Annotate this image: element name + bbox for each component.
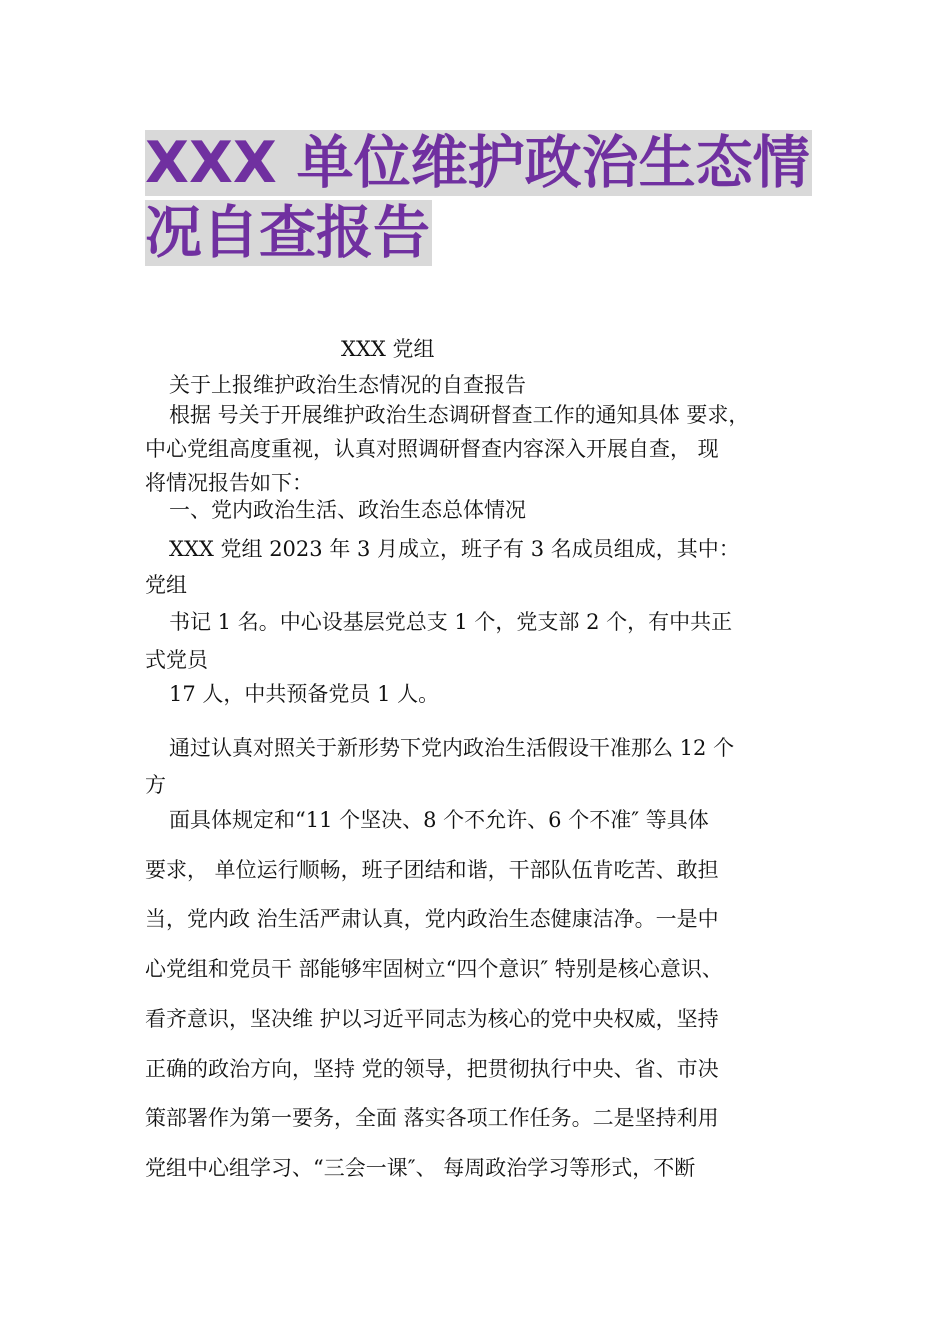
- body-line: 根据 号关于开展维护政治生态调研督查工作的通知具体 要求，: [169, 403, 750, 427]
- body-line: 面具体规定和“11 个坚决、8 个不允许、6 个不准″ 等具体: [169, 808, 709, 832]
- body-line: 正确的政治方向，坚持 党的领导，把贯彻执行中央、省、市决: [145, 1057, 719, 1081]
- title-line-1: XXX 单位维护政治生态情: [145, 130, 810, 196]
- body-line: 式党员: [145, 648, 208, 672]
- body-line: 党组: [145, 573, 187, 597]
- section-heading: 一、党内政治生活、政治生态总体情况: [169, 498, 526, 522]
- document-title: [145, 128, 825, 268]
- report-subtitle: 关于上报维护政治生态情况的自查报告: [169, 373, 526, 397]
- body-line: 17 人，中共预备党员 1 人。: [169, 682, 440, 706]
- body-line: XXX 党组 2023 年 3 月成立，班子有 3 名成员组成，其中：: [169, 537, 740, 561]
- body-line: 看齐意识，坚决维 护以习近平同志为核心的党中央权威，坚持: [145, 1007, 719, 1031]
- body-line: 心党组和党员干 部能够牢固树立“四个意识″ 特别是核心意识、: [145, 957, 723, 981]
- body-line: 书记 1 名。中心设基层党总支 1 个，党支部 2 个，有中共正: [169, 610, 733, 634]
- body-line: 将情况报告如下：: [145, 471, 313, 495]
- body-line: 党组中心组学习、“三会一课″、 每周政治学习等形式，不断: [145, 1156, 696, 1180]
- org-name: XXX 党组: [341, 337, 435, 361]
- title-line-2: 况自查报告: [145, 200, 430, 266]
- body-line: 要求， 单位运行顺畅，班子团结和谐，干部队伍肯吃苦、敢担: [145, 858, 719, 882]
- body-line: 通过认真对照关于新形势下党内政治生活假设干准那么 12 个: [169, 736, 735, 760]
- body-line: 策部署作为第一要务，全面 落实各项工作任务。二是坚持利用: [145, 1106, 719, 1130]
- body-line: 中心党组高度重视，认真对照调研督查内容深入开展自查， 现: [145, 437, 719, 461]
- body-line: 当，党内政 治生活严肃认真，党内政治生态健康洁净。一是中: [145, 907, 719, 931]
- body-line: 方: [145, 773, 166, 797]
